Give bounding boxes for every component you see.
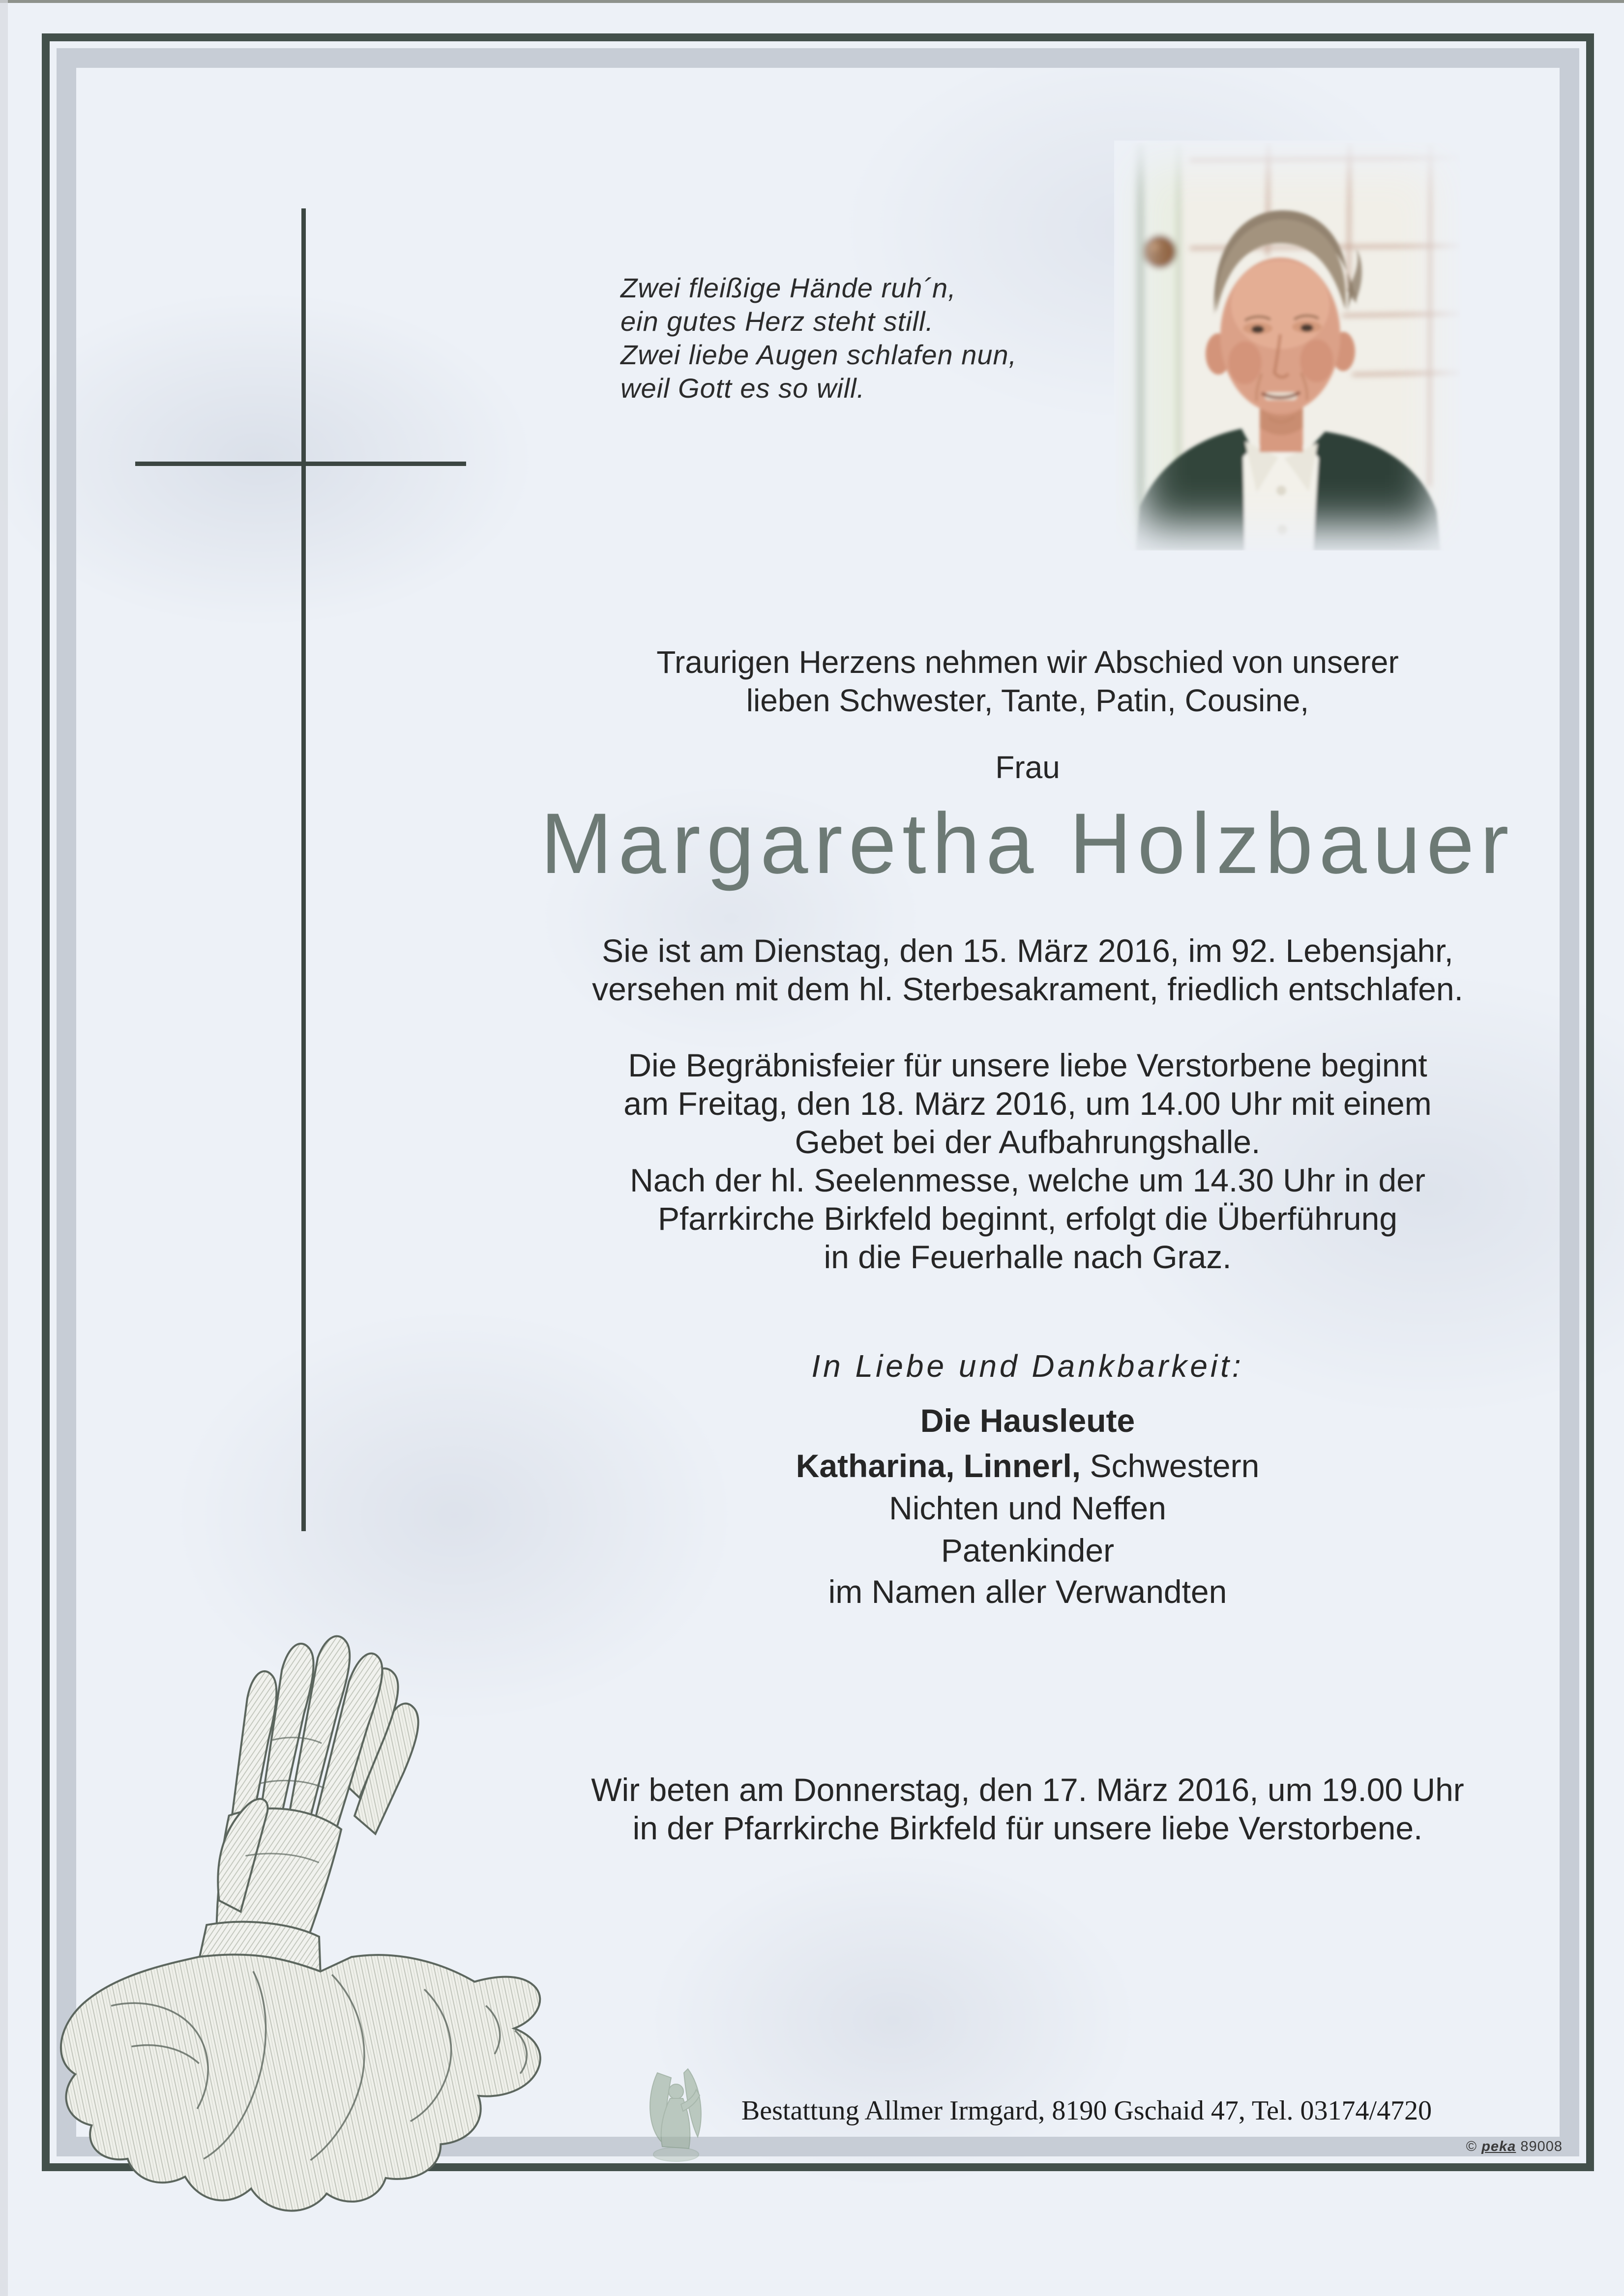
print-brand: peka — [1481, 2139, 1516, 2154]
portrait-photo — [1116, 143, 1460, 551]
undertaker-line: Bestattung Allmer Irmgard, 8190 Gschaid 47, Tel. 03174/4720 — [741, 2095, 1432, 2126]
mourner-sisters-names: Katharina, Linnerl, — [796, 1448, 1081, 1484]
funeral-notice — [492, 1046, 1564, 1276]
button — [1276, 486, 1286, 495]
deceased-name: Margaretha Holzbauer — [540, 796, 1515, 892]
angel-base — [653, 2148, 699, 2161]
praying-hands-illustration — [22, 1632, 597, 2237]
angel-figure — [641, 2067, 715, 2165]
mourner-relatives: im Namen aller Verwandten — [828, 1573, 1227, 1610]
funeral-notice-line: Die Begräbnisfeier für unsere liebe Verstorbene beginnt — [628, 1047, 1427, 1083]
gratitude-heading: In Liebe und Dankbarkeit: — [811, 1348, 1244, 1384]
mourning-poem — [620, 271, 1017, 405]
mourner-godchildren: Patenkinder — [941, 1532, 1115, 1569]
poem-line: ein gutes Herz steht still. — [620, 306, 934, 337]
cheek — [1228, 341, 1262, 384]
funeral-notice-line: am Freitag, den 18. März 2016, um 14.00 Uhr mit einem — [623, 1085, 1432, 1122]
sleeve-drapery — [46, 1922, 550, 2235]
copyright-icon: © — [1466, 2139, 1482, 2154]
death-notice-line: versehen mit dem hl. Sterbesakrament, friedlich entschlafen. — [592, 971, 1463, 1007]
intro-text — [492, 643, 1564, 720]
print-credit — [1466, 2139, 1563, 2155]
angel-head — [669, 2084, 683, 2099]
praying-hands-sketch — [22, 1632, 597, 2237]
poem-line: Zwei liebe Augen schlafen nun, — [620, 339, 1017, 370]
print-number: 89008 — [1516, 2139, 1563, 2154]
funeral-notice-line: Gebet bei der Aufbahrungshalle. — [795, 1124, 1261, 1160]
portrait-photo-image — [1116, 143, 1460, 551]
intro-line: lieben Schwester, Tante, Patin, Cousine, — [746, 683, 1309, 718]
mourner-sisters-label: Schwestern — [1081, 1448, 1260, 1484]
funeral-notice-line: Pfarrkirche Birkfeld beginnt, erfolgt die Überführung — [657, 1200, 1398, 1237]
scan-left-edge — [0, 0, 8, 2296]
scan-top-edge — [0, 0, 1624, 3]
prayer-notice — [492, 1771, 1564, 1847]
death-notice-line: Sie ist am Dienstag, den 15. März 2016, im 92. Lebensjahr, — [602, 932, 1453, 969]
intro-line: Traurigen Herzens nehmen wir Abschied von unserer — [656, 644, 1399, 680]
funeral-notice-line: in die Feuerhalle nach Graz. — [824, 1239, 1232, 1275]
death-notice — [492, 931, 1564, 1008]
mourner-sisters — [492, 1447, 1564, 1484]
poem-line: weil Gott es so will. — [620, 373, 865, 404]
door-knob — [1143, 235, 1176, 268]
angel-icon — [641, 2067, 715, 2165]
mourner-hausleute: Die Hausleute — [920, 1402, 1135, 1439]
button — [1277, 525, 1287, 535]
salutation: Frau — [995, 750, 1060, 785]
prayer-notice-line: Wir beten am Donnerstag, den 17. März 2016, um 19.00 Uhr — [591, 1772, 1464, 1808]
poem-line: Zwei fleißige Hände ruh´n, — [620, 272, 956, 303]
funeral-notice-line: Nach der hl. Seelenmesse, welche um 14.30 Uhr in der — [630, 1162, 1425, 1198]
cheek — [1300, 339, 1333, 382]
mourner-nieces-nephews: Nichten und Neffen — [889, 1490, 1166, 1526]
prayer-notice-line: in der Pfarrkirche Birkfeld für unsere liebe Verstorbene. — [632, 1810, 1423, 1846]
cross-vertical-line — [301, 208, 306, 1531]
cross-horizontal-line — [135, 462, 466, 466]
